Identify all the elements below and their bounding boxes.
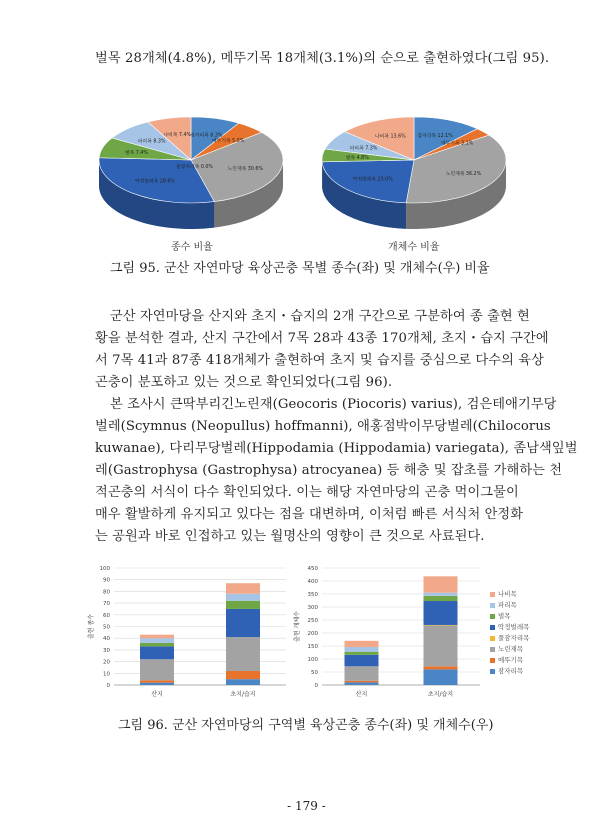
bar-segment — [345, 681, 379, 683]
y-axis-label: 출현 개체수 — [294, 611, 301, 642]
bar-segment — [226, 637, 260, 671]
legend-item — [490, 666, 523, 675]
legend-swatch — [490, 592, 495, 597]
legend-swatch — [490, 647, 495, 652]
legend-label: 풀잠자리목 — [498, 634, 530, 642]
bar-segment — [345, 641, 379, 647]
y-tick-label: 100 — [99, 566, 110, 572]
figure-95-caption: 그림 95. 군산 자연마당 육상곤충 목별 종수(좌) 및 개체수(우) 비율 — [110, 261, 490, 276]
legend-label: 벌목 — [498, 612, 511, 620]
y-axis-label: 출현 종수 — [88, 613, 95, 640]
bar-segment — [424, 601, 458, 625]
bar-segment — [424, 593, 458, 596]
bar-species-svg — [84, 560, 289, 700]
pie-data-label: 잠자리목 8.3% — [190, 133, 223, 139]
bar-segment — [345, 655, 379, 666]
legend-item — [490, 644, 523, 653]
pie-data-label: 잠자리목 12.1% — [417, 134, 453, 140]
bar-segment — [424, 669, 458, 685]
paragraph-line: 본 조사시 큰딱부리긴노린재(Geocoris (Piocoris) varius), 검은테애기무당 — [110, 397, 557, 412]
legend-swatch — [490, 625, 495, 630]
pie-data-label: 풀잠자리목 0.0% — [176, 165, 213, 171]
paragraph-line: kuwanae), 다리무당벌레(Hippodamia (Hippodamia) variegata), 좀남색잎벌 — [95, 441, 578, 456]
bar-segment — [226, 679, 260, 685]
x-tick-label: 산지 — [151, 691, 163, 698]
y-tick-label: 350 — [307, 592, 318, 598]
bar-segment — [140, 635, 174, 639]
legend-swatch — [490, 614, 495, 619]
y-tick-label: 90 — [103, 577, 110, 584]
y-tick-label: 80 — [103, 589, 110, 596]
y-tick-label: 100 — [307, 657, 318, 663]
bar-individuals-svg — [292, 560, 492, 700]
bar-segment — [140, 643, 174, 647]
paragraph-line: 황을 분석한 결과, 산지 구간에서 7목 28과 43종 170개체, 초지・습지 구간에 — [95, 331, 549, 346]
bar-segment — [226, 601, 260, 609]
paragraph-line: 군산 자연마당을 산지와 초지・습지의 2개 구간으로 구분하여 종 출현 현 — [110, 309, 530, 324]
legend-item — [490, 622, 529, 631]
y-tick-label: 50 — [103, 624, 110, 631]
pie-data-label: 메뚜기목 5.0% — [212, 138, 245, 144]
bar-segment — [424, 596, 458, 601]
bar-chart-individuals — [292, 560, 492, 700]
x-tick-label: 초지/습지 — [427, 691, 454, 698]
y-tick-label: 150 — [307, 644, 318, 650]
pie-data-label: 노린재목 36.2% — [445, 172, 482, 178]
page-number: - 179 - — [287, 799, 326, 813]
y-tick-label: 300 — [307, 605, 318, 611]
bar-segment — [140, 680, 174, 682]
x-tick-label: 산지 — [355, 691, 368, 698]
bar-segment — [345, 647, 379, 652]
pie-data-label: 파리목 7.3% — [349, 146, 378, 152]
pie-data-label: 벌목 7.4% — [124, 151, 148, 157]
bar-chart-species — [84, 560, 289, 700]
y-tick-label: 400 — [307, 579, 318, 585]
bar-segment — [140, 646, 174, 659]
legend-label: 노린재목 — [498, 645, 524, 653]
paragraph-line: 매우 활발하게 유지되고 있다는 점을 대변하며, 이처럼 빠른 서식처 안정화 — [95, 507, 524, 522]
pie-label-species: 종수 비율 — [171, 242, 213, 253]
legend-label: 잠자리목 — [498, 667, 524, 675]
legend-item — [490, 655, 523, 664]
pie-chart-individuals — [318, 108, 518, 238]
bar-segment — [424, 666, 458, 669]
figure-96-caption: 그림 96. 군산 자연마당의 구역별 육상곤충 종수(좌) 및 개체수(우) — [118, 718, 494, 733]
legend-item — [490, 589, 517, 598]
paragraph-line: 서 7목 41과 87종 418개체가 출현하여 초지 및 습지를 중심으로 다수의 육상 — [95, 353, 544, 368]
legend-item — [490, 600, 517, 609]
legend-item — [490, 611, 511, 620]
legend-item — [490, 633, 529, 642]
bar-segment — [140, 638, 174, 643]
bar-segment — [140, 659, 174, 680]
y-tick-label: 20 — [103, 659, 110, 666]
paragraph-line: 는 공원과 바로 인접하고 있는 월명산의 영향이 큰 것으로 사료된다. — [95, 529, 485, 544]
bar-segment — [424, 625, 458, 626]
y-tick-label: 60 — [103, 612, 110, 619]
legend-label: 나비목 — [498, 590, 517, 598]
bar-segment — [140, 683, 174, 685]
y-tick-label: 40 — [103, 636, 110, 643]
paragraph-line: 적곤충의 서식이 다수 확인되었다. 이는 해당 자연마당의 곤충 먹이그물이 — [95, 485, 519, 500]
y-tick-label: 50 — [311, 670, 318, 676]
paragraph-line: 레(Gastrophysa (Gastrophysa) atrocyanea) 등 해충 및 잡초를 가해하는 천 — [95, 463, 563, 478]
paragraph-line: 곤충이 분포하고 있는 것으로 확인되었다(그림 96). — [95, 375, 393, 390]
y-tick-label: 70 — [103, 601, 110, 608]
pie-chart-species — [95, 108, 295, 238]
legend-label: 딱정벌레목 — [498, 623, 530, 631]
pie-data-label: 나비목 7.4% — [163, 133, 192, 139]
pie-label-individuals: 개체수 비율 — [388, 242, 440, 253]
legend-label: 메뚜기목 — [498, 656, 524, 664]
bar-segment — [424, 576, 458, 592]
y-tick-label: 0 — [106, 683, 110, 689]
y-tick-label: 30 — [103, 647, 110, 654]
bar-segment — [345, 666, 379, 681]
bar-segment — [226, 609, 260, 637]
y-tick-label: 0 — [314, 683, 318, 689]
bar-segment — [345, 682, 379, 685]
pie-data-label: 메뚜기목 3.1% — [440, 141, 474, 147]
legend-swatch — [490, 636, 495, 641]
legend-label: 파리목 — [498, 601, 517, 609]
pie-data-label: 벌목 4.8% — [345, 156, 369, 162]
pie-data-label: 나비목 13.6% — [375, 134, 406, 140]
y-tick-label: 10 — [103, 671, 110, 678]
legend-swatch — [490, 658, 495, 663]
y-tick-label: 200 — [307, 631, 318, 637]
pie-data-label: 딱정벌레목 23.0% — [352, 177, 393, 183]
x-tick-label: 초지/습지 — [230, 691, 256, 698]
legend-swatch — [490, 669, 495, 674]
legend-swatch — [490, 603, 495, 608]
pie-data-label: 노린재목 30.6% — [227, 167, 263, 173]
bar-segment — [226, 594, 260, 601]
pie-data-label: 딱정벌레목 28.6% — [135, 179, 175, 185]
y-tick-label: 450 — [307, 566, 318, 572]
pie-species-svg — [95, 108, 295, 238]
pie-data-label: 파리목 8.3% — [137, 139, 166, 145]
paragraph-line: 벌레(Scymnus (Neopullus) hoffmanni), 애홍점박이무당벌레(Chilocorus — [95, 419, 551, 434]
bar-segment — [226, 583, 260, 594]
intro-line: 벌목 28개체(4.8%), 메뚜기목 18개체(3.1%)의 순으로 출현하였다(그림 95). — [95, 51, 550, 66]
bar-segment — [345, 652, 379, 655]
bar-segment — [424, 625, 458, 666]
pie-individuals-svg — [318, 108, 518, 238]
bar-segment — [226, 671, 260, 679]
y-tick-label: 250 — [307, 618, 318, 624]
